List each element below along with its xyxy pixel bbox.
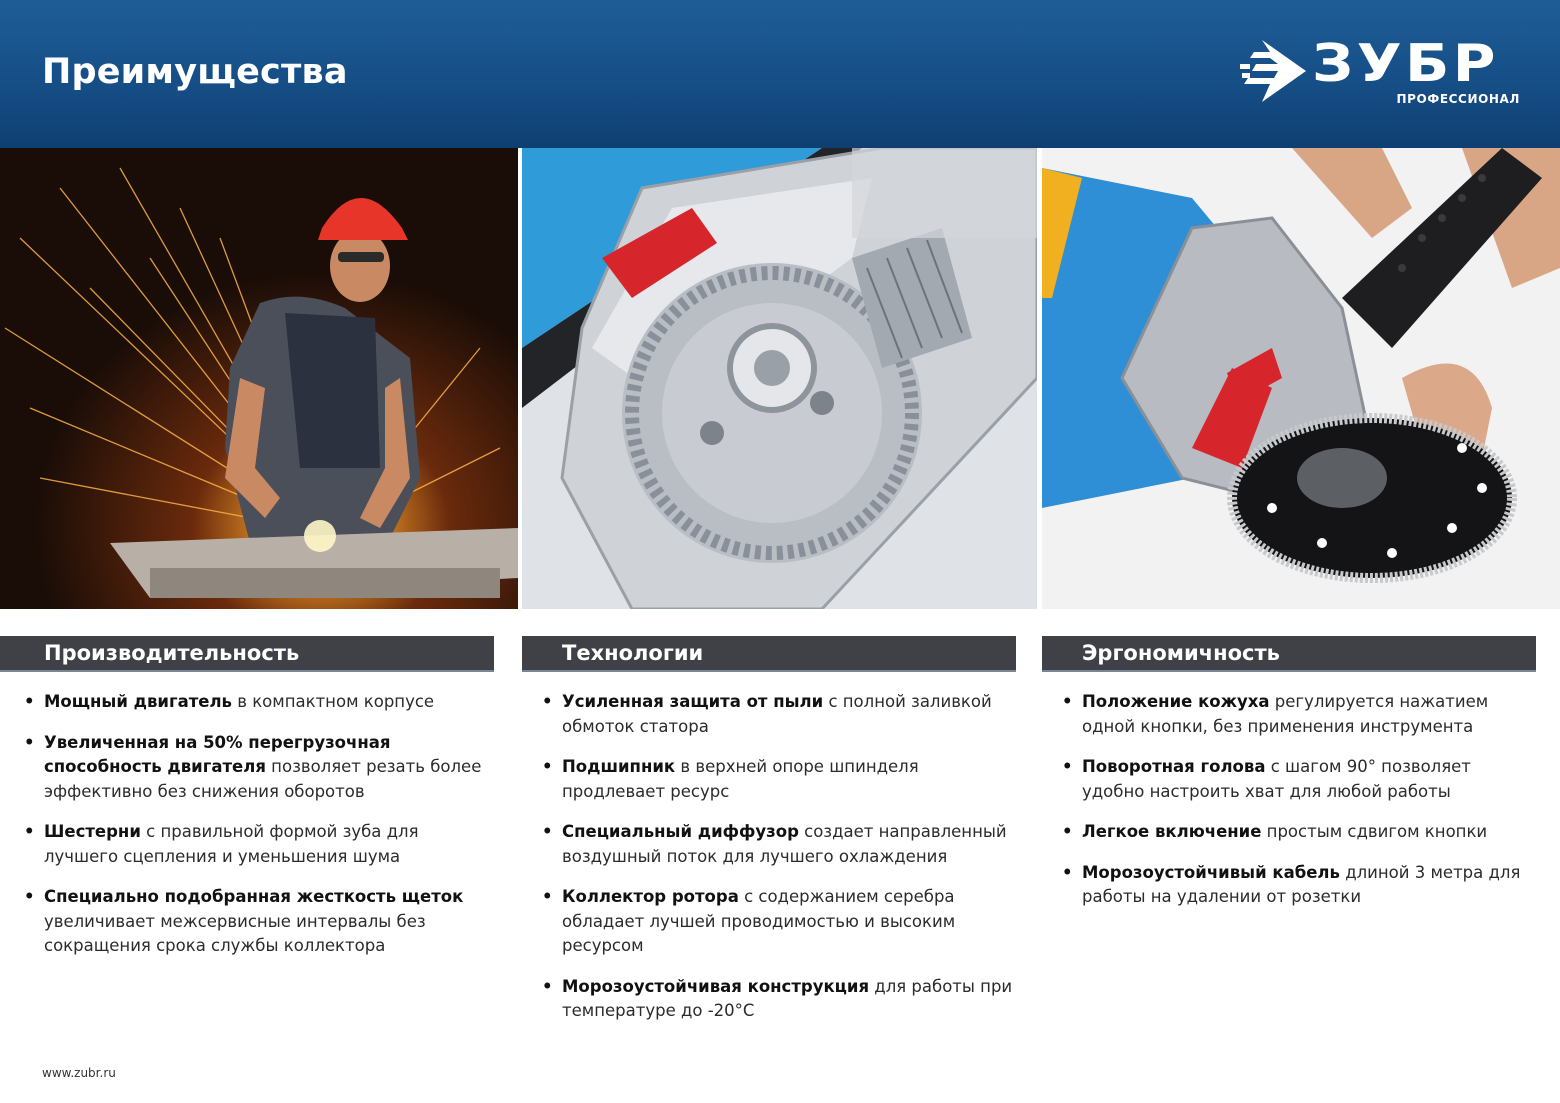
bullet-icon: • — [542, 692, 553, 711]
worker-grinding-photo — [0, 148, 518, 609]
list-item: • Подшипник в верхней опоре шпинделя продлевает ресурс — [542, 757, 919, 801]
technology-list — [544, 690, 1014, 1040]
section-header-ergonomics — [1042, 636, 1536, 672]
list-item: • Морозоустойчивый кабель длиной 3 метра для работы на удалении от розетки — [1062, 862, 1521, 906]
zubr-emblem-icon — [1240, 40, 1306, 102]
zubr-logo — [1240, 34, 1530, 112]
bullet-icon: • — [24, 732, 35, 752]
list-item: • Мощный двигатель в компактном корпусе — [26, 690, 496, 715]
grinder-hands-photo — [1042, 148, 1560, 609]
bullet-icon: • — [1062, 862, 1073, 882]
bullet-icon: • — [1062, 692, 1073, 711]
logo-subtitle: ПРОФЕССИОНАЛ — [1396, 92, 1520, 106]
bullet-icon: • — [542, 976, 553, 996]
bullet-icon: • — [24, 887, 35, 906]
list-item: • Усиленная защита от пыли с полной заливкой обмоток статора — [542, 692, 992, 736]
ergonomics-list — [1064, 690, 1534, 926]
bullet-icon: • — [24, 692, 35, 711]
list-item: • Поворотная голова с шагом 90° позволяет удобно настроить хват для любой работы — [1062, 757, 1471, 801]
section-title: Технологии — [562, 641, 704, 665]
list-item: • Коллектор ротора с содержанием серебра обладает лучшей проводимостью и высоким ресурсом — [542, 887, 956, 955]
page-title: Преимущества — [42, 52, 348, 92]
section-header-technology — [522, 636, 1016, 672]
grinder-gearbox-photo — [522, 148, 1037, 609]
section-header-performance — [0, 636, 494, 672]
list-item: • Положение кожуха регулируется нажатием одной кнопки, без применения инструмента — [1062, 692, 1489, 736]
bullet-icon: • — [1062, 822, 1073, 841]
list-item: • Увеличенная на 50% перегрузочная способность двигателя позволяет резать более эффективно без снижения оборотов — [24, 732, 482, 801]
bullet-icon: • — [542, 887, 553, 906]
performance-list — [26, 690, 496, 975]
section-title: Эргономичность — [1082, 641, 1280, 665]
list-item: • Морозоустойчивая конструкция для работы при температуре до -20°C — [542, 976, 1013, 1020]
list-item: • Специальный диффузор создает направленный воздушный поток для лучшего охлаждения — [542, 822, 1007, 866]
website-link[interactable]: www.zubr.ru — [42, 1066, 116, 1080]
list-item: • Легкое включение простым сдвигом кнопки — [1064, 820, 1534, 845]
logo-wordmark: ЗУБР — [1312, 34, 1499, 94]
header-banner — [0, 0, 1560, 148]
bullet-icon: • — [24, 822, 35, 841]
list-item: • Шестерни с правильной формой зуба для лучшего сцепления и уменьшения шума — [24, 822, 419, 866]
bullet-icon: • — [542, 757, 553, 776]
bullet-icon: • — [1062, 757, 1073, 776]
list-item: • Специально подобранная жесткость щеток увеличивает межсервисные интервалы без сокращения срока службы коллектора — [24, 887, 464, 955]
section-title: Производительность — [44, 641, 300, 665]
bullet-icon: • — [542, 822, 553, 841]
